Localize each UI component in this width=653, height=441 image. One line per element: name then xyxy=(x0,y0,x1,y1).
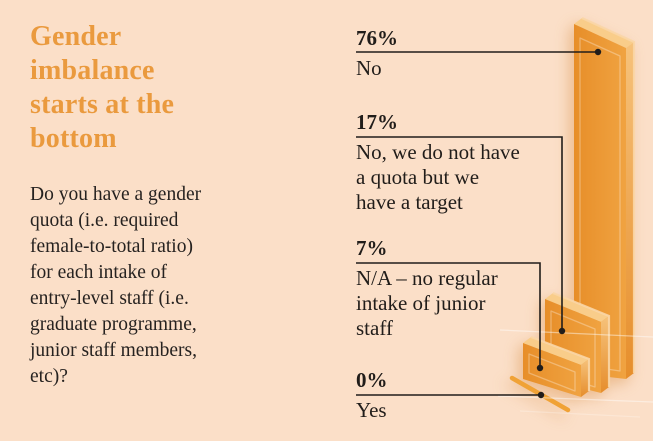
category-label: have a target xyxy=(356,190,463,214)
question-line: entry-level staff (i.e. xyxy=(30,288,189,309)
value-label: 0% xyxy=(356,368,388,392)
leader-dot-76 xyxy=(595,49,601,55)
answer-no-quota-but-target xyxy=(356,111,571,215)
title-line: imbalance xyxy=(30,55,155,86)
answer-na-no-regular-intake xyxy=(356,237,571,341)
title-line: starts at the xyxy=(30,89,175,120)
value-label: 17% xyxy=(356,110,398,134)
survey-question xyxy=(30,182,275,390)
left-column xyxy=(30,20,275,390)
title-line: Gender xyxy=(30,21,122,52)
category-label: Yes xyxy=(356,398,387,422)
title-line: bottom xyxy=(30,123,117,154)
value-label: 76% xyxy=(356,26,398,50)
category-label: No xyxy=(356,56,382,80)
question-line: etc)? xyxy=(30,366,68,387)
question-line: graduate programme, xyxy=(30,314,197,335)
category-label: intake of junior xyxy=(356,291,486,315)
category-label: a quota but we xyxy=(356,165,480,189)
question-line: for each intake of xyxy=(30,262,167,283)
question-line: female-to-total ratio) xyxy=(30,236,193,257)
category-label: N/A – no regular xyxy=(356,266,498,290)
category-label: No, we do not have xyxy=(356,140,520,164)
question-line: quota (i.e. required xyxy=(30,210,179,231)
answer-yes xyxy=(356,369,571,423)
value-label: 7% xyxy=(356,236,388,260)
answer-no xyxy=(356,27,571,81)
category-label: staff xyxy=(356,316,393,340)
question-line: Do you have a gender xyxy=(30,184,202,205)
page-title xyxy=(30,20,275,156)
question-line: junior staff members, xyxy=(30,340,197,361)
